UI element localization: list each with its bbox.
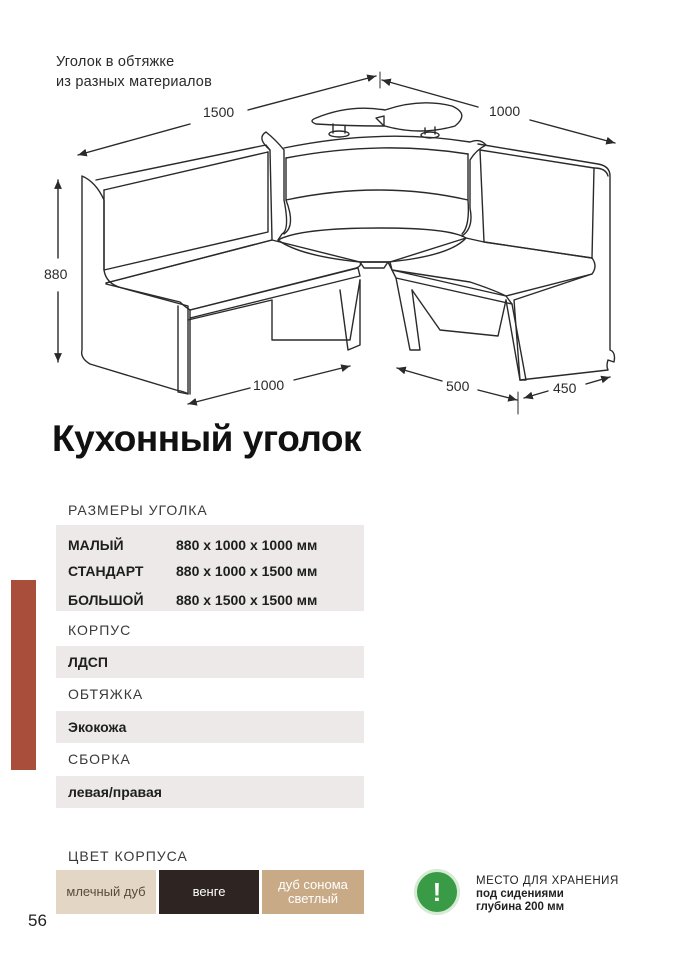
sizes-heading: РАЗМЕРЫ УГОЛКА bbox=[68, 502, 208, 518]
size-value-large: 880 x 1500 x 1500 мм bbox=[176, 592, 318, 608]
dim-label-top-left: 1500 bbox=[203, 104, 235, 120]
swatch-label: венге bbox=[192, 884, 226, 899]
caption-line-2: из разных материалов bbox=[56, 74, 212, 90]
assembly-value: левая/правая bbox=[68, 784, 162, 800]
storage-line-2: под сидениями bbox=[476, 888, 564, 900]
dim-line-bottom-right bbox=[524, 391, 548, 398]
storage-note bbox=[476, 875, 619, 914]
swatch-wenge[interactable] bbox=[159, 870, 259, 914]
size-value-small: 880 x 1000 x 1000 мм bbox=[176, 537, 318, 553]
dim-line-bottom-mid bbox=[397, 368, 442, 381]
right-seat bbox=[390, 238, 595, 296]
exclamation-icon: ! bbox=[414, 869, 460, 915]
caption-line-1: Уголок в обтяжке bbox=[56, 54, 175, 70]
corner-shelf bbox=[312, 103, 462, 131]
colors-heading: ЦВЕТ КОРПУСА bbox=[68, 848, 188, 864]
right-backrest bbox=[480, 150, 594, 258]
storage-line-1: МЕСТО ДЛЯ ХРАНЕНИЯ bbox=[476, 875, 619, 887]
corner-backrest bbox=[262, 132, 287, 240]
swatch-milk-oak[interactable] bbox=[56, 870, 156, 914]
page-title: Кухонный уголок bbox=[52, 418, 362, 459]
size-name-large: БОЛЬШОЙ bbox=[68, 592, 144, 608]
size-name-standard: СТАНДАРТ bbox=[68, 563, 144, 579]
corner-seat bbox=[278, 228, 466, 262]
left-bench-side bbox=[82, 176, 188, 394]
upholstery-heading: ОБТЯЖКА bbox=[68, 686, 144, 702]
swatch-sonoma-oak[interactable] bbox=[262, 870, 364, 914]
upholstery-value: Экокожа bbox=[68, 719, 127, 735]
size-name-small: МАЛЫЙ bbox=[68, 537, 124, 553]
swatch-label: млечный дуб bbox=[66, 884, 146, 899]
page-number: 56 bbox=[28, 911, 47, 930]
accent-sidebar bbox=[11, 580, 36, 770]
size-value-standard: 880 x 1000 x 1500 мм bbox=[176, 563, 318, 579]
dim-line-top-left bbox=[78, 124, 190, 155]
dim-label-top-right: 1000 bbox=[489, 103, 521, 119]
dim-label-bottom-right: 450 bbox=[553, 380, 577, 396]
dim-label-bottom-mid: 500 bbox=[446, 378, 470, 394]
dim-line-bottom-left bbox=[188, 388, 250, 404]
corner-sofa-drawing bbox=[0, 0, 690, 420]
dim-label-bottom-left: 1000 bbox=[253, 377, 285, 393]
storage-line-3: глубина 200 мм bbox=[476, 901, 565, 913]
swatch-label: дуб сонома светлый bbox=[278, 877, 348, 906]
dim-label-height: 880 bbox=[44, 266, 68, 282]
body-value: ЛДСП bbox=[68, 654, 108, 670]
assembly-heading: СБОРКА bbox=[68, 751, 131, 767]
body-heading: КОРПУС bbox=[68, 622, 132, 638]
left-backrest bbox=[104, 152, 268, 270]
